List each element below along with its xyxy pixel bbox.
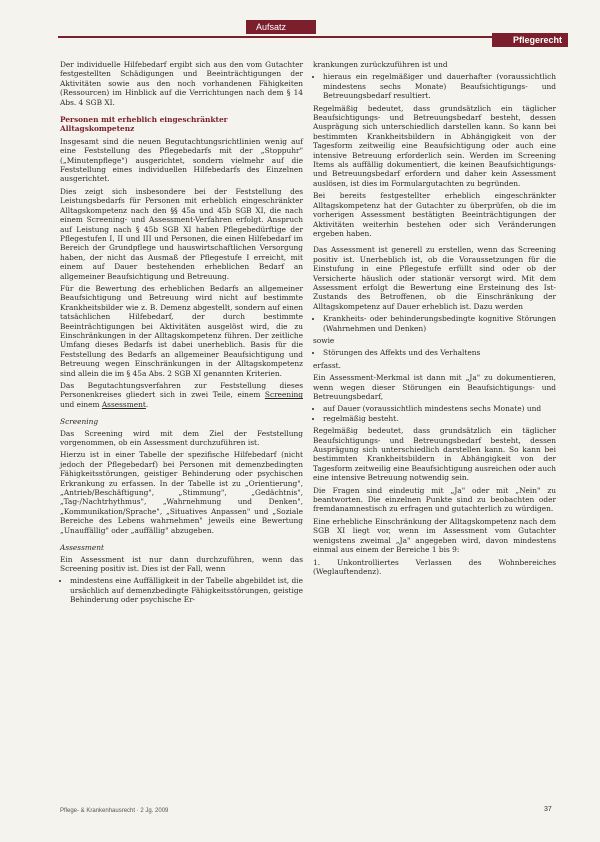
paragraph: Der individuelle Hilfebedarf ergibt sich aus den vom Gutachter festgestellten Schädigungen und Beeinträchtigungen der Aktivitäten sowie aus den noch vorhandenen Fähigkeiten (Ressourcen) im Hinblick auf die Verrichtungen nach dem § 14 Abs. 4 SGB XI. <box>60 60 303 107</box>
list-item: • auf Dauer (voraussichtlich mindestens sechs Monate) und <box>323 404 556 413</box>
section-label: Aufsatz <box>246 20 316 34</box>
page-number: 37 <box>544 806 552 813</box>
paragraph: Hierzu ist in einer Tabelle der spezifische Hilfebedarf (nicht jedoch der Pflegebedarf) bei Personen mit demenzbedingten Fähigkeitsstörungen, geistiger Behinderung oder psychischen Erkrankung zu erfassen. In der Tabelle ist zu „Orientierung", „Antrieb/Beschäftigung", „Stimmung", „Gedächtnis", „Tag-/Nachtrhythmus", „Wahrnehmung und Denken", „Kommunikation/Sprache", „Situatives Anpassen" und „Soziale Bereiche des Lebens wahrnehmen" jeweils eine Bewertung „Unauffällig" oder „auffällig" abzugeben. <box>60 450 303 535</box>
term-screening: Screening <box>264 390 303 400</box>
paragraph: Regelmäßig bedeutet, dass grundsätzlich ein täglicher Beaufsichtigungs- und Betreuungsbedarf besteht, dessen Ausprägung sich unterschiedlich darstellen kann. So kann bei bestimmten Krankheitsbildern in Abhängigkeit von der Tagesform zeitweilig eine Beaufsichtigung oder auch eine intensive Betreuung erforderlich sein. Werden im Screening Items als auffällig dokumentiert, die keinen Beaufsichtigungs- und Betreuungsbedarf erfordern und daher kein Assessment auslösen, ist dies im Formulargutachten zu begründen. <box>313 103 556 188</box>
paragraph: Dies zeigt sich insbesondere bei der Feststellung des Leistungsbedarfs für Personen mit erheblich eingeschränkter Alltagskompetenz nach den §§ 45a und 45b SGB XI, die nach einem Screening- und Assessment-Verfahren erfolgt. Anspruch auf Leistung nach § 45b SGB XI haben Pflegebedürftige der Pflegestufen I, II und III und Personen, die einen Hilfebedarf im Bereich der Grundpflege und hauswirtschaftlichen Versorgung haben, der nicht das Ausmaß der Pflegestufe I erreicht, mit einem auf Dauer bestehenden erheblichen Bedarf an allgemeiner Beaufsichtigung und Betreuung. <box>60 186 303 281</box>
list-item: • mindestens eine Auffälligkeit in der Tabelle abgebildet ist, die ursächlich auf demenzbedingte Fähigkeitsstörungen, geistige Behinderung oder psychische Er- <box>70 576 303 604</box>
bullet-list <box>60 576 303 604</box>
paragraph: Das Screening wird mit dem Ziel der Feststellung vorgenommen, ob ein Assessment durchzuführen ist. <box>60 428 303 448</box>
paragraph: Das Assessment ist generell zu erstellen, wenn das Screening positiv ist. Unerheblich ist, ob die Voraussetzungen für die Einstufung in eine Pflegestufe erfüllt sind oder ob der Versicherte häuslich oder stationär versorgt wird. Mit dem Assessment erfolgt die Bewertung eine Ersteinung des Ist-Zustands des Betroffenen, ob die Einschränkung der Alltagskompetenz auf Dauer erheblich ist. Dazu werden <box>313 245 556 311</box>
subheading-assessment: Assessment <box>60 543 104 553</box>
paragraph: Eine erhebliche Einschränkung der Alltagskompetenz nach dem SGB XI liegt vor, wenn im Assessment vom Gutachter wenigstens zweimal „Ja" angegeben wird, davon mindestens einmal aus einem der Bereiche 1 bis 9: <box>313 516 556 555</box>
bullet-list <box>313 72 556 100</box>
paragraph: Bei bereits festgestellter erheblich eingeschränkter Alltagskompetenz hat der Gutachter zu überprüfen, ob die im vorherigen Assessment bestätigten Beeinträchtigungen der Aktivitäten weiterhin bestehen oder sich Veränderungen ergeben haben. <box>313 191 556 238</box>
header-rule <box>58 36 492 38</box>
subheading-screening: Screening <box>60 417 99 427</box>
text-span: . <box>145 399 149 409</box>
paragraph: krankungen zurückzuführen ist und <box>313 60 448 69</box>
text-span: Das Begutachtungsverfahren zur Feststellung dieses Personenkreises gliedert sich in zwei Teile, einem <box>60 381 303 400</box>
list-item: • regelmäßig besteht. <box>323 414 556 423</box>
paragraph: Ein Assessment ist nur dann durchzuführen, wenn das Screening positiv ist. Dies ist der Fall, wenn <box>60 554 303 573</box>
text-span: und einem <box>60 399 102 409</box>
paragraph: Insgesamt sind die neuen Begutachtungsrichtlinien wenig auf eine Feststellung des Pflegebedarfs mit der „Stoppuhr" („Minutenpflege") ausgerichtet, sondern vielmehr auf die Feststellung eines individuellen Hilfebedarfs des Einzelnen ausgerichtet. <box>60 136 303 184</box>
paragraph: sowie <box>313 335 335 345</box>
paragraph: erfasst. <box>313 360 341 370</box>
footer-journal: Pflege- & Krankenhausrecht · 2 Jg. 2009 <box>60 808 169 814</box>
paragraph: Für die Bewertung des erheblichen Bedarfs an allgemeiner Beaufsichtigung und Betreuung wird nicht auf bestimmte Krankheitsbilder wie z. B. Demenz abgestellt, sondern auf einen tatsächlichen Hilfebedarf, der durch bestimmte Beeinträchtigungen bei Aktivitäten ausgelöst wird, die zu Einschränkungen in der Alltagskompetenz führen. Der zeitliche Umfang dieses Bedarfs ist dabei unerheblich. Basis für die Feststellung des Bedarfs an allgemeiner Beaufsichtigung und Betreuung wegen Einschränkungen in der Alltagskompetenz sind allein die im § 45a Abs. 2 SGB XI genannten Kriterien. <box>60 283 303 378</box>
bullet-list <box>313 348 556 357</box>
paragraph: 1. Unkontrolliertes Verlassen des Wohnbereiches (Weglauftendenz). <box>313 557 556 576</box>
paragraph: Die Fragen sind eindeutig mit „Ja" oder mit „Nein" zu beantworten. Die einzelnen Punkte sind zu beobachten oder fremdanamnestisch zu erfragen und gutachterlich zu würdigen. <box>313 485 556 514</box>
bullet-list <box>313 314 556 333</box>
term-assessment: Assessment <box>101 399 146 409</box>
section-heading: Personen mit erheblich eingeschränkter Alltagskompetenz <box>60 115 228 134</box>
paragraph <box>60 381 303 409</box>
list-item: • hieraus ein regelmäßiger und dauerhafter (voraussichtlich mindestens sechs Monate) Beaufsichtigungs- und Betreuungsbedarf resultiert. <box>323 72 556 100</box>
list-item: • Krankheits- oder behinderungsbedingte kognitive Störungen (Wahrnehmen und Denken) <box>323 314 556 333</box>
bullet-list <box>313 404 556 423</box>
right-column <box>313 60 556 579</box>
list-item: • Störungen des Affekts und des Verhaltens <box>323 348 556 357</box>
brand-label: Pflegerecht <box>492 33 568 47</box>
paragraph: Regelmäßig bedeutet, dass grundsätzlich ein täglicher Beaufsichtigungs- und Betreuungsbedarf besteht, dessen Ausprägung sich unterschiedlich darstellen kann. So kann bei bestimmten Krankheitsbildern in Abhängigkeit von der Tagesform zeitweilig eine Beaufsichtigung ausreichen oder auch eine intensive Betreuung notwendig sein. <box>313 426 556 483</box>
left-column <box>60 60 303 608</box>
paragraph: Ein Assessment-Merkmal ist dann mit „Ja" zu dokumentieren, wenn wegen dieser Störungen ein Beaufsichtigungs- und Betreuungsbedarf, <box>313 373 556 401</box>
